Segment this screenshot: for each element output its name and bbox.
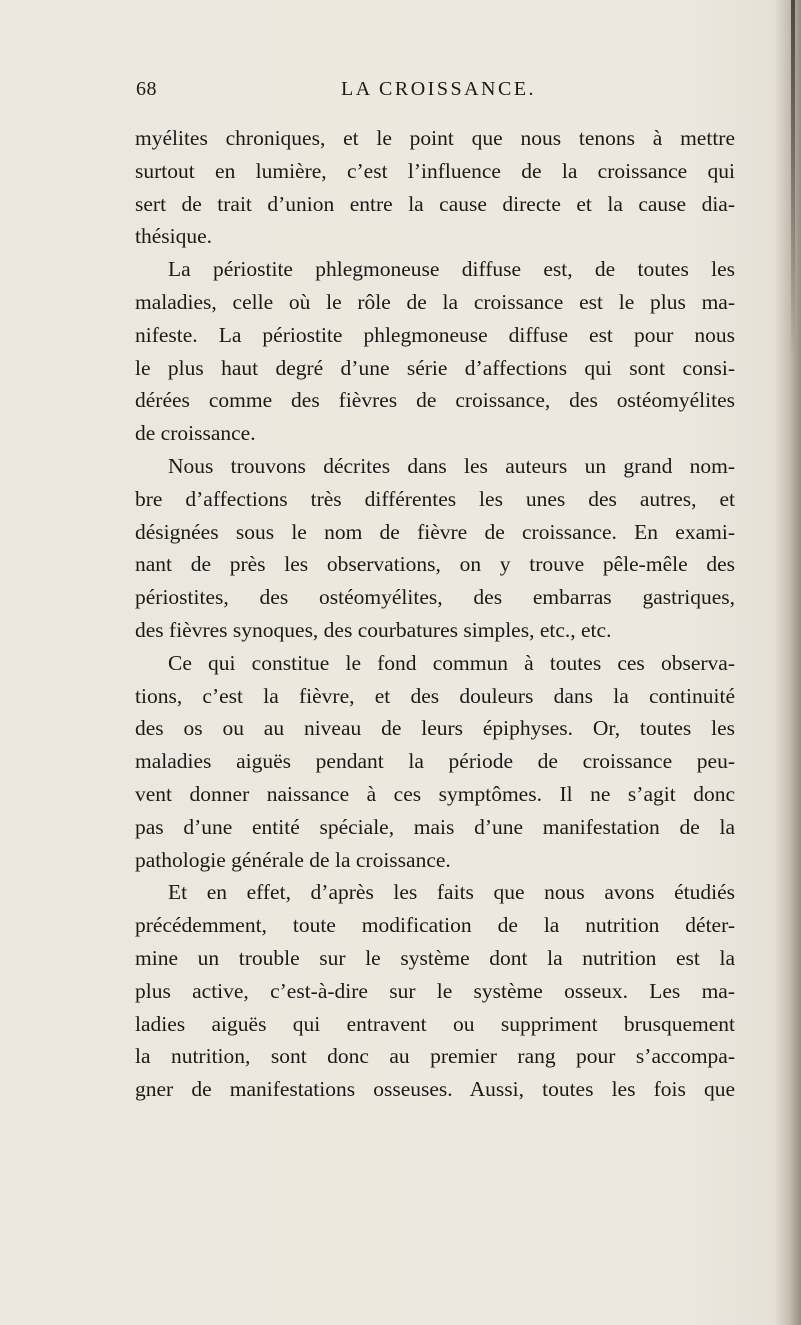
text-line: pas d’une entité spéciale, mais d’une manifestation de la <box>135 814 735 839</box>
text-line: sert de trait d’union entre la cause directe et la cause dia- <box>135 191 735 216</box>
text-line: Ce qui constitue le fond commun à toutes ces observa- <box>168 650 735 675</box>
text-line: périostites, des ostéomyélites, des embarras gastriques, <box>135 585 735 610</box>
text-line: Et en effet, d’après les faits que nous avons étudiés <box>168 880 735 905</box>
text-line: plus active, c’est-à-dire sur le système osseux. Les ma- <box>135 978 735 1003</box>
text-line: mine un trouble sur le système dont la nutrition est la <box>135 945 735 970</box>
text-line: vent donner naissance à ces symptômes. Il ne s’agit donc <box>135 781 735 806</box>
text-line: gner de manifestations osseuses. Aussi, toutes les fois que <box>135 1077 735 1102</box>
text-line: pathologie générale de la croissance. <box>135 847 451 872</box>
text-line: précédemment, toute modification de la nutrition déter- <box>135 913 735 938</box>
text-line: la nutrition, sont donc au premier rang pour s’accompa- <box>135 1044 735 1069</box>
text-line: dérées comme des fièvres de croissance, des ostéomyélites <box>135 388 735 413</box>
text-line: maladies, celle où le rôle de la croissance est le plus ma- <box>135 289 735 314</box>
page-binding-edge <box>791 0 795 360</box>
text-line: myélites chroniques, et le point que nous tenons à mettre <box>135 126 735 150</box>
text-line: bre d’affections très différentes les unes des autres, et <box>135 486 735 511</box>
page-edge-shadow <box>775 0 801 1325</box>
text-line: des fièvres synoques, des courbatures simples, etc., etc. <box>135 617 612 642</box>
text-line: ladies aiguës qui entravent ou suppriment brusquement <box>135 1011 735 1036</box>
text-line: maladies aiguës pendant la période de croissance peu- <box>135 749 735 774</box>
text-line: Nous trouvons décrites dans les auteurs un grand nom- <box>168 453 735 478</box>
text-line: désignées sous le nom de fièvre de croissance. En exami- <box>135 519 735 544</box>
text-line: des os ou au niveau de leurs épiphyses. Or, toutes les <box>135 716 735 741</box>
text-line: le plus haut degré d’une série d’affections qui sont consi- <box>135 355 735 380</box>
page-number: 68 <box>136 78 157 100</box>
text-line: tions, c’est la fièvre, et des douleurs dans la continuité <box>135 683 735 708</box>
text-line: La périostite phlegmoneuse diffuse est, de toutes les <box>168 257 735 282</box>
body-text <box>135 122 735 1106</box>
text-line: thésique. <box>135 224 213 249</box>
running-head: LA CROISSANCE. <box>341 78 537 100</box>
text-line: nant de près les observations, on y trouve pêle-mêle des <box>135 552 735 577</box>
text-line: de croissance. <box>135 421 256 446</box>
text-line: surtout en lumière, c’est l’influence de la croissance qui <box>135 158 735 183</box>
text-line: nifeste. La périostite phlegmoneuse diffuse est pour nous <box>135 322 735 347</box>
page-header <box>136 78 736 108</box>
